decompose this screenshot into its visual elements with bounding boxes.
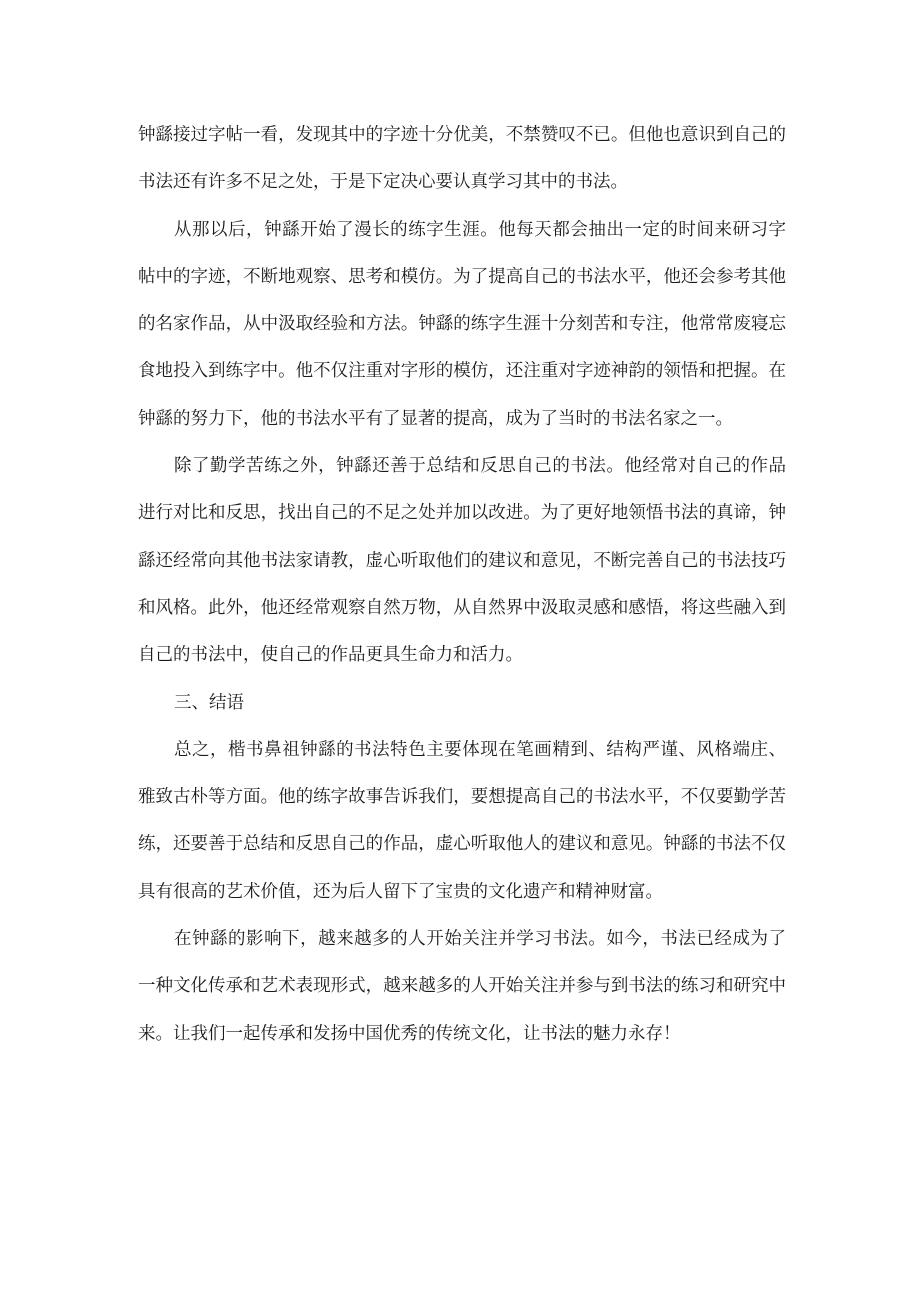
document-body xyxy=(138,112,786,1058)
section-heading-conclusion: 三、结语 xyxy=(174,692,244,713)
paragraph-continuation: 钟繇接过字帖一看，发现其中的字迹十分优美，不禁赞叹不已。但他也意识到自己的书法还有许多不足之处，于是下定决心要认真学习其中的书法。 xyxy=(138,125,786,193)
paragraph-reflection: 除了勤学苦练之外，钟繇还善于总结和反思自己的书法。他经常对自己的作品进行对比和反思，找出自己的不足之处并加以改进。为了更好地领悟书法的真谛，钟繇还经常向其他书法家请教，虚心听取他们的建议和意见，不断完善自己的书法技巧和风格。此外，他还经常观察自然万物，从自然界中汲取灵感和感悟，将这些融入到自己的书法中，使自己的作品更具生命力和活力。 xyxy=(138,456,786,666)
paragraph-summary: 总之，楷书鼻祖钟繇的书法特色主要体现在笔画精到、结构严谨、风格端庄、雅致古朴等方面。他的练字故事告诉我们，要想提高自己的书法水平，不仅要勤学苦练，还要善于总结和反思自己的作品，虚心听取他人的建议和意见。钟繇的书法不仅具有很高的艺术价值，还为后人留下了宝贵的文化遗产和精神财富。 xyxy=(138,739,786,902)
paragraph-practice: 从那以后，钟繇开始了漫长的练字生涯。他每天都会抽出一定的时间来研习字帖中的字迹，不断地观察、思考和模仿。为了提高自己的书法水平，他还会参考其他的名家作品，从中汲取经验和方法。钟繇的练字生涯十分刻苦和专注，他常常废寝忘食地投入到练字中。他不仅注重对字形的模仿，还注重对字迹神韵的领悟和把握。在钟繇的努力下，他的书法水平有了显著的提高，成为了当时的书法名家之一。 xyxy=(138,219,786,429)
paragraph-influence: 在钟繇的影响下，越来越多的人开始关注并学习书法。如今，书法已经成为了一种文化传承和艺术表现形式，越来越多的人开始关注并参与到书法的练习和研究中来。让我们一起传承和发扬中国优秀的传统文化，让书法的魅力永存！ xyxy=(138,929,786,1044)
